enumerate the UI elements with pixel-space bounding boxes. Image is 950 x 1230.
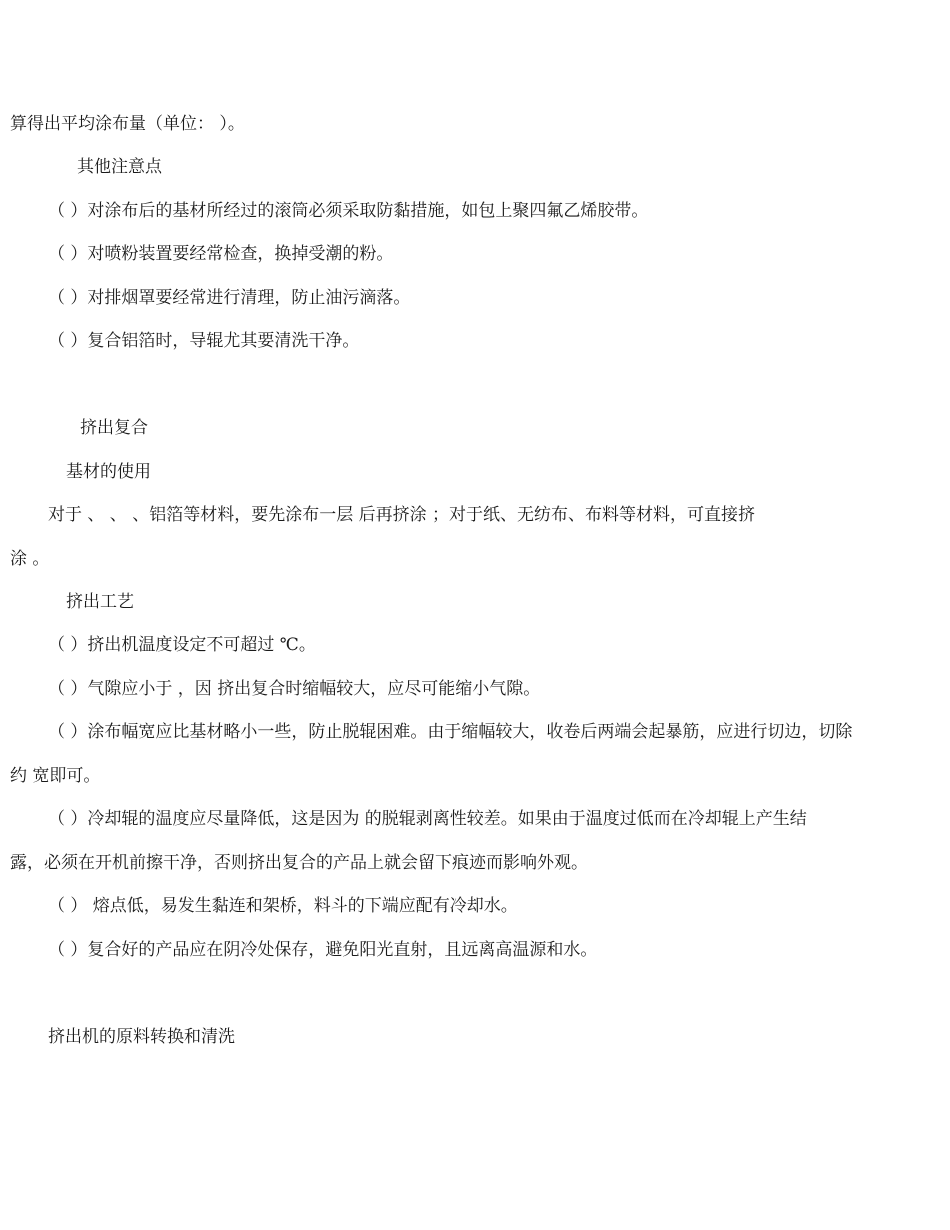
- checklist-item: （ ）对喷粉装置要经常检查，换掉受潮的粉。: [48, 244, 394, 264]
- subsection-heading: 挤出工艺: [66, 592, 134, 612]
- section-heading: 挤出复合: [80, 418, 148, 438]
- checklist-item: （ ）挤出机温度设定不可超过 ℃。: [48, 635, 316, 655]
- paragraph-line: 约 宽即可。: [10, 766, 101, 786]
- checklist-item: （ ）复合铝箔时，导辊尤其要清洗干净。: [48, 331, 360, 351]
- paragraph-line: 露，必须在开机前擦干净，否则挤出复合的产品上就会留下痕迹而影响外观。: [10, 853, 588, 873]
- checklist-item: （ ） 熔点低，易发生黏连和架桥，料斗的下端应配有冷却水。: [48, 896, 518, 916]
- paragraph-line: 涂 。: [10, 549, 50, 569]
- section-heading: 挤出机的原料转换和清洗: [48, 1027, 235, 1047]
- text-line: 算得出平均涂布量（单位： ）。: [10, 114, 245, 134]
- section-heading: 其他注意点: [77, 157, 162, 177]
- checklist-item: （ ）涂布幅宽应比基材略小一些，防止脱辊困难。由于缩幅较大，收卷后两端会起暴筋，应进行切边，切除: [48, 722, 853, 742]
- paragraph-line: 对于 、 、 、铝箔等材料，要先涂布一层 后再挤涂 ；对于纸、无纺布、布料等材料，可直接挤: [48, 505, 756, 525]
- checklist-item: （ ）复合好的产品应在阴冷处保存，避免阳光直射，且远离高温源和水。: [48, 940, 598, 960]
- checklist-item: （ ）对涂布后的基材所经过的滚筒必须采取防黏措施，如包上聚四氟乙烯胶带。: [48, 201, 649, 221]
- checklist-item: （ ）对排烟罩要经常进行清理，防止油污滴落。: [48, 288, 411, 308]
- checklist-item: （ ）气隙应小于 ，因 挤出复合时缩幅较大，应尽可能缩小气隙。: [48, 679, 541, 699]
- subsection-heading: 基材的使用: [66, 462, 151, 482]
- checklist-item: （ ）冷却辊的温度应尽量降低，这是因为 的脱辊剥离性较差。如果由于温度过低而在冷却辊上产生结: [48, 809, 807, 829]
